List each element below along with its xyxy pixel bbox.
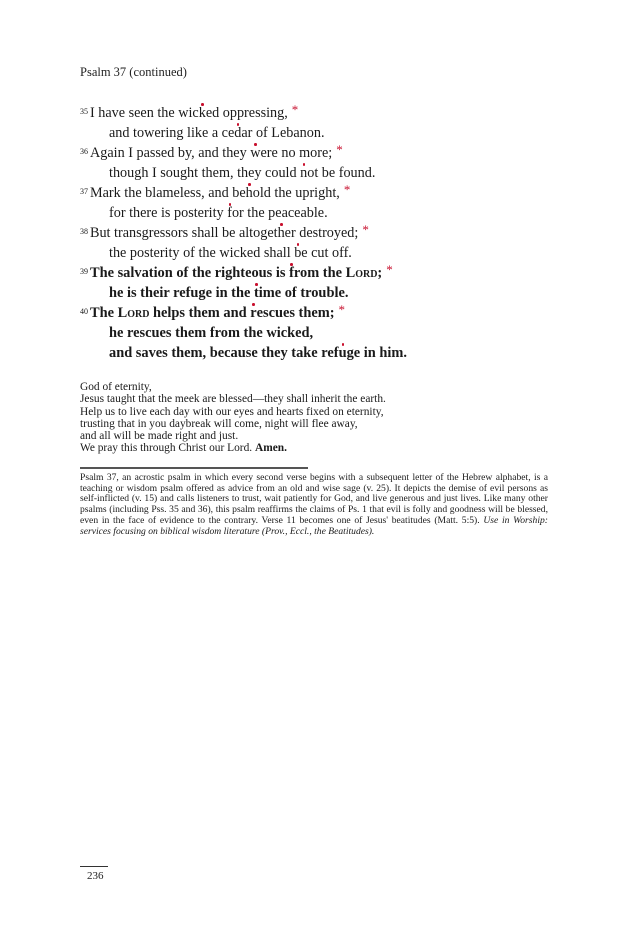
verse-number: 39	[80, 267, 88, 276]
verse-39-first-half: $^{39}$ The salvation of the righteous is from the Lord; *	[80, 262, 393, 281]
pointing-dot: t	[253, 285, 259, 301]
verse-36-first-half: $^{36}$ Again I passed by, and they were no more; *	[80, 142, 343, 161]
pointing-dot: n	[300, 165, 308, 181]
closing-prayer	[80, 381, 560, 455]
verse-35-second-half: and towering like a cedar of Lebanon.	[109, 125, 325, 141]
section-divider	[80, 467, 308, 469]
verse-number: 38	[80, 227, 88, 236]
verse-40-second-half-line2: and saves them, because they take refuge in him.	[109, 345, 407, 361]
use-in-worship: Use in Worship: services focusing on biblical wisdom literature (Prov., Eccl., the Beatitudes).	[80, 514, 548, 537]
running-head: Psalm 37 (continued)	[80, 65, 187, 79]
prayer-line: Jesus taught that the meek are blessed—they shall inherit the earth.	[80, 393, 386, 406]
prayer-line: We pray this through Christ our Lord. Amen.	[80, 442, 287, 455]
pointing-dot: r	[250, 305, 257, 321]
verse-37-second-half: for there is posterity for the peaceable.	[109, 205, 328, 221]
psalm-text	[80, 103, 560, 363]
folio-rule	[80, 866, 108, 867]
prayer-line: and all will be made right and just.	[80, 430, 239, 443]
verse-37-first-half: $^{37}$ Mark the blameless, and behold the upright, *	[80, 182, 351, 201]
verse-40-first-half: $^{40}$ The Lord helps them and rescues them; *	[80, 302, 346, 321]
page-number: 236	[87, 870, 104, 882]
prayer-line: Help us to live each day with our eyes and hearts fixed on eternity,	[80, 405, 384, 418]
verse-number: 37	[80, 187, 88, 196]
pointing-dot: u	[338, 345, 347, 361]
verse-35-first-half: $^{35}$ I have seen the wicked oppressing, *	[80, 102, 299, 121]
verse-38-first-half: $^{38}$ But transgressors shall be altogether destroyed; *	[80, 222, 369, 241]
pointing-dot: w	[250, 145, 261, 161]
prayer-line: trusting that in you daybreak will come, night will flee away,	[80, 417, 358, 430]
amen: Amen.	[254, 442, 287, 455]
pointing-dot: f	[289, 265, 294, 281]
asterisk-mark: *	[386, 262, 393, 277]
asterisk-mark: *	[336, 142, 343, 157]
verse-number: 40	[80, 307, 88, 316]
pointing-dot: h	[277, 225, 285, 241]
verse-number: 36	[80, 147, 88, 156]
pointing-dot: h	[245, 185, 253, 201]
pointing-dot: k	[198, 105, 206, 121]
commentary-note: Psalm 37, an acrostic psalm in which every second verse begins with a subsequent letter of the Hebrew alphabet, is a teaching or wisdom psalm offered as advice from an old and wise sage (v. 25). It depicts the demise of evil persons as self-inflicted (v. 15) and calls listeners to trust, wait patiently for God, and live generous and just lives. Like many other psalms (including Pss. 35 and 36), this psalm reaffirms the claims of Ps. 1 that evil is folly and goodness will be blessed, even in the face of evidence to the contrary. Verse 11 becomes one of Jesus' beatitudes (Matt. 5:5). Use in Worship: services focusing on biblical wisdom literature (Prov., Eccl., the Beatitudes).	[80, 472, 548, 537]
verse-36-second-half: though I sought them, they could not be found.	[109, 165, 376, 181]
verse-40-second-half-line1: he rescues them from the wicked,	[109, 325, 314, 341]
prayer-line: God of eternity,	[80, 381, 152, 393]
verse-38-second-half: the posterity of the wicked shall be cut off.	[109, 245, 352, 261]
asterisk-mark: *	[338, 302, 346, 317]
pointing-dot: b	[294, 245, 302, 261]
verse-39-second-half: he is their refuge in the time of trouble.	[109, 285, 349, 301]
divine-name: Lord	[345, 265, 378, 281]
pointing-dot: d	[234, 125, 242, 141]
asterisk-mark: *	[362, 222, 369, 237]
verse-number: 35	[80, 107, 88, 116]
asterisk-mark: *	[291, 102, 299, 117]
pointing-dot: f	[227, 205, 232, 221]
asterisk-mark: *	[343, 182, 351, 197]
divine-name: Lord	[117, 305, 150, 321]
